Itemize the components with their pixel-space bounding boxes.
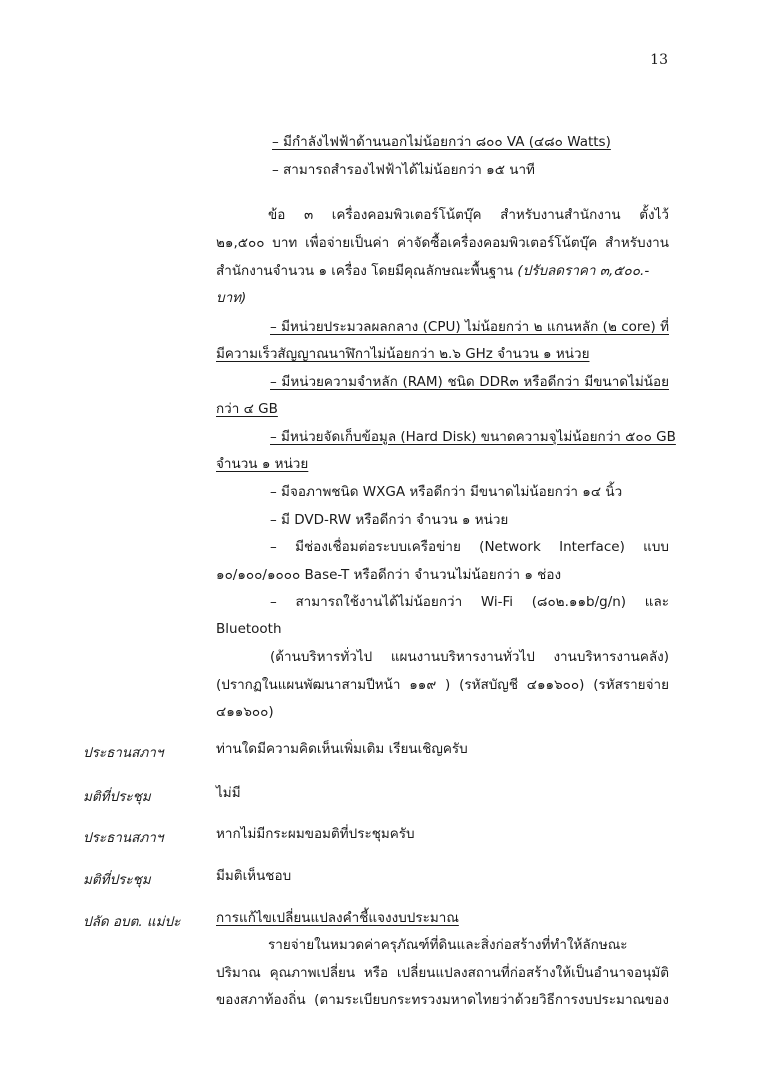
spec-wifi-line2: Bluetooth [216,621,282,637]
item3-line2: ๒๑,๕๐๐ บาท เพื่อจ่ายเป็นค่า ค่าจัดซื้อเครื่องคอมพิวเตอร์โน้ตบุ๊ค สำหรับงาน [216,235,669,251]
minutes-text: มีมติเห็นชอบ [216,868,292,884]
spec-hdd-line2: จำนวน ๑ หน่วย [216,456,309,472]
spec-ram-line2: กว่า ๔ GB [216,401,278,417]
spec-dvd: – มี DVD-RW หรือดีกว่า จำนวน ๑ หน่วย [270,512,509,528]
minutes-speaker: มติที่ประชุม [83,872,151,888]
minutes-speaker: ประธานสภาฯ [83,745,164,761]
category-line3: ๔๑๑๖๐๐) [216,704,274,720]
final-para-line2: ปริมาณ คุณภาพเปลี่ยน หรือ เปลี่ยนแปลงสถานที่ก่อสร้างให้เป็นอำนาจอนุมัติ [216,965,669,981]
final-para-line1: รายจ่ายในหมวดค่าครุภัณฑ์ที่ดินและสิ่งก่อสร้างที่ทำให้ลักษณะ [268,937,628,953]
bullet-power-output: – มีกำลังไฟฟ้าด้านนอกไม่น้อยกว่า ๘๐๐ VA (๔๘๐ Watts) [272,134,611,150]
spec-wifi-line1: – สามารถใช้งานได้ไม่น้อยกว่า Wi-Fi (๘๐๒.๑๑b/g/n) และ [270,594,669,610]
minutes-speaker: มติที่ประชุม [83,789,151,805]
spec-cpu-line1: – มีหน่วยประมวลผลกลาง (CPU) ไม่น้อยกว่า ๒ แกนหลัก (๒ core) ที่ [270,319,669,335]
category-line1: (ด้านบริหารทั่วไป แผนงานบริหารงานทั่วไป งานบริหารงานคลัง) [270,649,669,665]
minutes-speaker: ปลัด อบต. แม่ปะ [83,914,181,930]
item3-line1: ข้อ ๓ เครื่องคอมพิวเตอร์โน้ตบุ๊ค สำหรับงานสำนักงาน ตั้งไว้ [268,207,669,223]
minutes-text: ท่านใดมีความคิดเห็นเพิ่มเติม เรียนเชิญครับ [216,741,468,757]
bullet-backup-time: – สามารถสำรองไฟฟ้าได้ไม่น้อยกว่า ๑๕ นาที [272,162,535,178]
category-line2: (ปรากฏในแผนพัฒนาสามปีหน้า ๑๑๙ ) (รหัสบัญชี ๔๑๑๖๐๐) (รหัสรายจ่าย [216,677,669,693]
section-heading: การแก้ไขเปลี่ยนแปลงคำชี้แจงงบประมาณ [216,910,459,926]
item3-price-note: (ปรับลดราคา ๓,๕๐๐.- [517,263,650,279]
item3-line3-text: สำนักงานจำนวน ๑ เครื่อง โดยมีคุณลักษณะพื้นฐาน [216,263,518,279]
item3-line4: บาท) [216,290,247,306]
item3-line3 [216,260,669,282]
spec-display: – มีจอภาพชนิด WXGA หรือดีกว่า มีขนาดไม่น้อยกว่า ๑๔ นิ้ว [270,484,623,500]
spec-network-line1: – มีช่องเชื่อมต่อระบบเครือข่าย (Network Interface) แบบ [270,539,669,555]
minutes-speaker: ประธานสภาฯ [83,830,164,846]
final-para-line3: ของสภาท้องถิ่น (ตามระเบียบกระทรวงมหาดไทยว่าด้วยวิธีการงบประมาณของ [216,992,669,1008]
minutes-text: ไม่มี [216,785,241,801]
spec-ram-line1: – มีหน่วยความจำหลัก (RAM) ชนิด DDR๓ หรือดีกว่า มีขนาดไม่น้อย [270,374,669,390]
spec-hdd-line1: – มีหน่วยจัดเก็บข้อมูล (Hard Disk) ขนาดความจุไม่น้อยกว่า ๕๐๐ GB [270,429,676,445]
spec-cpu-line2: มีความเร็วสัญญาณนาฬิกาไม่น้อยกว่า ๒.๖ GHz จำนวน ๑ หน่วย [216,346,590,362]
minutes-text: หากไม่มีกระผมขอมติที่ประชุมครับ [216,826,415,842]
page-number: 13 [650,52,668,68]
spec-network-line2: ๑๐/๑๐๐/๑๐๐๐ Base-T หรือดีกว่า จำนวนไม่น้อยกว่า ๑ ช่อง [216,567,562,583]
